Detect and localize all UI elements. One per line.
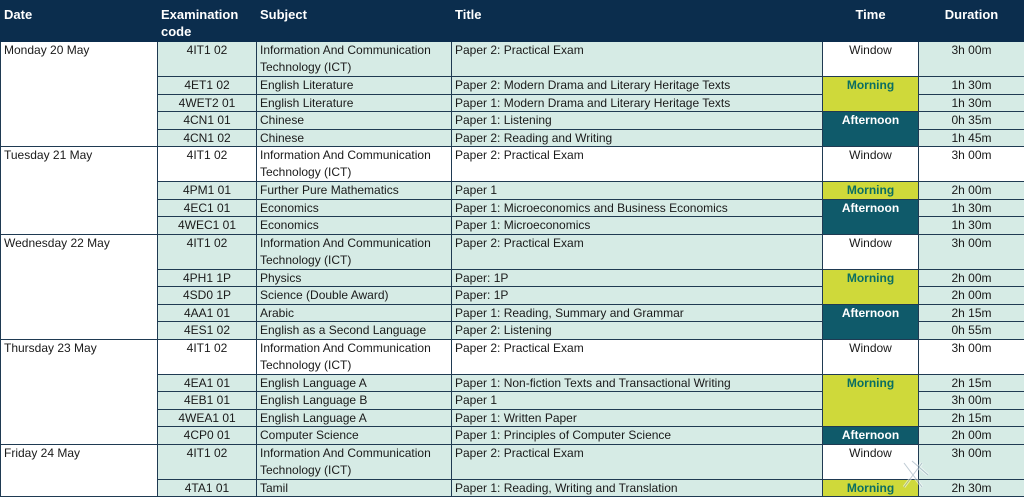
duration-cell: 2h 00m [919, 269, 1024, 287]
exam-code-cell: 4IT1 02 [158, 42, 257, 77]
exam-code-cell: 4EA1 01 [158, 374, 257, 392]
time-cell: Window [823, 444, 919, 479]
duration-cell: 2h 00m [919, 427, 1024, 445]
duration-cell: 2h 15m [919, 304, 1024, 322]
title-cell: Paper 1: Non-fiction Texts and Transactional Writing [452, 374, 823, 392]
date-cell: Thursday 23 May [1, 339, 158, 444]
exam-code-cell: 4SD0 1P [158, 287, 257, 305]
date-cell: Tuesday 21 May [1, 147, 158, 235]
time-cell: Morning [823, 182, 919, 200]
duration-cell: 1h 30m [919, 199, 1024, 217]
title-cell: Paper 1 [452, 182, 823, 200]
subject-cell: Chinese [257, 112, 452, 130]
duration-cell: 2h 00m [919, 182, 1024, 200]
title-cell: Paper 1: Reading, Summary and Grammar [452, 304, 823, 322]
time-cell: Morning [823, 269, 919, 304]
exam-code-cell: 4WET2 01 [158, 94, 257, 112]
header-row [1, 1, 1024, 42]
time-cell: Window [823, 234, 919, 269]
title-cell: Paper 2: Modern Drama and Literary Heritage Texts [452, 77, 823, 95]
subject-cell: Chinese [257, 129, 452, 147]
date-cell: Friday 24 May [1, 444, 158, 497]
header-exam-code: Examination code [158, 1, 257, 42]
title-cell: Paper 2: Reading and Writing [452, 129, 823, 147]
date-cell: Wednesday 22 May [1, 234, 158, 339]
title-cell: Paper 1: Principles of Computer Science [452, 427, 823, 445]
duration-cell: 3h 00m [919, 147, 1024, 182]
time-cell: Window [823, 42, 919, 77]
time-cell: Afternoon [823, 112, 919, 147]
header-subject: Subject [257, 1, 452, 42]
time-cell: Morning [823, 374, 919, 427]
time-cell: Afternoon [823, 304, 919, 339]
subject-cell: English Language A [257, 374, 452, 392]
duration-cell: 0h 55m [919, 322, 1024, 340]
title-cell: Paper 2: Practical Exam [452, 42, 823, 77]
exam-code-cell: 4PM1 01 [158, 182, 257, 200]
exam-code-cell: 4ES1 02 [158, 322, 257, 340]
exam-code-cell: 4EC1 01 [158, 199, 257, 217]
exam-code-cell: 4WEA1 01 [158, 409, 257, 427]
title-cell: Paper: 1P [452, 269, 823, 287]
subject-cell: Arabic [257, 304, 452, 322]
exam-code-cell: 4CP0 01 [158, 427, 257, 445]
date-cell: Monday 20 May [1, 42, 158, 147]
exam-code-cell: 4ET1 02 [158, 77, 257, 95]
exam-code-cell: 4WEC1 01 [158, 217, 257, 235]
exam-code-cell: 4EB1 01 [158, 392, 257, 410]
table-row [1, 147, 1024, 182]
exam-code-cell: 4CN1 01 [158, 112, 257, 130]
duration-cell: 1h 45m [919, 129, 1024, 147]
duration-cell: 1h 30m [919, 77, 1024, 95]
table-row [1, 339, 1024, 374]
header-time: Time [823, 1, 919, 42]
time-cell: Window [823, 339, 919, 374]
exam-code-cell: 4TA1 01 [158, 479, 257, 497]
time-cell: Morning [823, 77, 919, 112]
subject-cell: Economics [257, 217, 452, 235]
title-cell: Paper 2: Practical Exam [452, 444, 823, 479]
subject-cell: English Literature [257, 94, 452, 112]
duration-cell: 0h 35m [919, 112, 1024, 130]
subject-cell: Computer Science [257, 427, 452, 445]
subject-cell: Information And Communication Technology (ICT) [257, 42, 452, 77]
title-cell: Paper 1: Microeconomics [452, 217, 823, 235]
duration-cell: 2h 15m [919, 409, 1024, 427]
table-row [1, 444, 1024, 479]
title-cell: Paper 1: Modern Drama and Literary Heritage Texts [452, 94, 823, 112]
title-cell: Paper 1 [452, 392, 823, 410]
exam-code-cell: 4CN1 02 [158, 129, 257, 147]
title-cell: Paper 2: Practical Exam [452, 339, 823, 374]
exam-code-cell: 4IT1 02 [158, 444, 257, 479]
duration-cell: 2h 00m [919, 287, 1024, 305]
title-cell: Paper 1: Listening [452, 112, 823, 130]
duration-cell: 3h 00m [919, 392, 1024, 410]
duration-cell: 1h 30m [919, 94, 1024, 112]
subject-cell: Economics [257, 199, 452, 217]
subject-cell: Information And Communication Technology (ICT) [257, 234, 452, 269]
time-cell: Afternoon [823, 199, 919, 234]
subject-cell: English Language A [257, 409, 452, 427]
subject-cell: Physics [257, 269, 452, 287]
subject-cell: Further Pure Mathematics [257, 182, 452, 200]
title-cell: Paper 2: Listening [452, 322, 823, 340]
duration-cell: 3h 00m [919, 42, 1024, 77]
header-duration: Duration [919, 1, 1024, 42]
duration-cell: 3h 00m [919, 339, 1024, 374]
subject-cell: Tamil [257, 479, 452, 497]
exam-code-cell: 4AA1 01 [158, 304, 257, 322]
duration-cell: 3h 00m [919, 444, 1024, 479]
subject-cell: English Literature [257, 77, 452, 95]
title-cell: Paper 1: Reading, Writing and Translation [452, 479, 823, 497]
table-row [1, 42, 1024, 77]
time-cell: Window [823, 147, 919, 182]
subject-cell: English Language B [257, 392, 452, 410]
table-row [1, 234, 1024, 269]
subject-cell: English as a Second Language [257, 322, 452, 340]
duration-cell: 1h 30m [919, 217, 1024, 235]
duration-cell: 2h 15m [919, 374, 1024, 392]
exam-code-cell: 4PH1 1P [158, 269, 257, 287]
subject-cell: Information And Communication Technology (ICT) [257, 147, 452, 182]
header-date: Date [1, 1, 158, 42]
subject-cell: Information And Communication Technology (ICT) [257, 444, 452, 479]
title-cell: Paper 2: Practical Exam [452, 147, 823, 182]
title-cell: Paper: 1P [452, 287, 823, 305]
time-cell: Afternoon [823, 427, 919, 445]
exam-code-cell: 4IT1 02 [158, 147, 257, 182]
title-cell: Paper 2: Practical Exam [452, 234, 823, 269]
subject-cell: Science (Double Award) [257, 287, 452, 305]
exam-code-cell: 4IT1 02 [158, 339, 257, 374]
duration-cell: 2h 30m [919, 479, 1024, 497]
subject-cell: Information And Communication Technology (ICT) [257, 339, 452, 374]
time-cell: Morning [823, 479, 919, 497]
exam-code-cell: 4IT1 02 [158, 234, 257, 269]
title-cell: Paper 1: Microeconomics and Business Economics [452, 199, 823, 217]
duration-cell: 3h 00m [919, 234, 1024, 269]
header-title: Title [452, 1, 823, 42]
title-cell: Paper 1: Written Paper [452, 409, 823, 427]
